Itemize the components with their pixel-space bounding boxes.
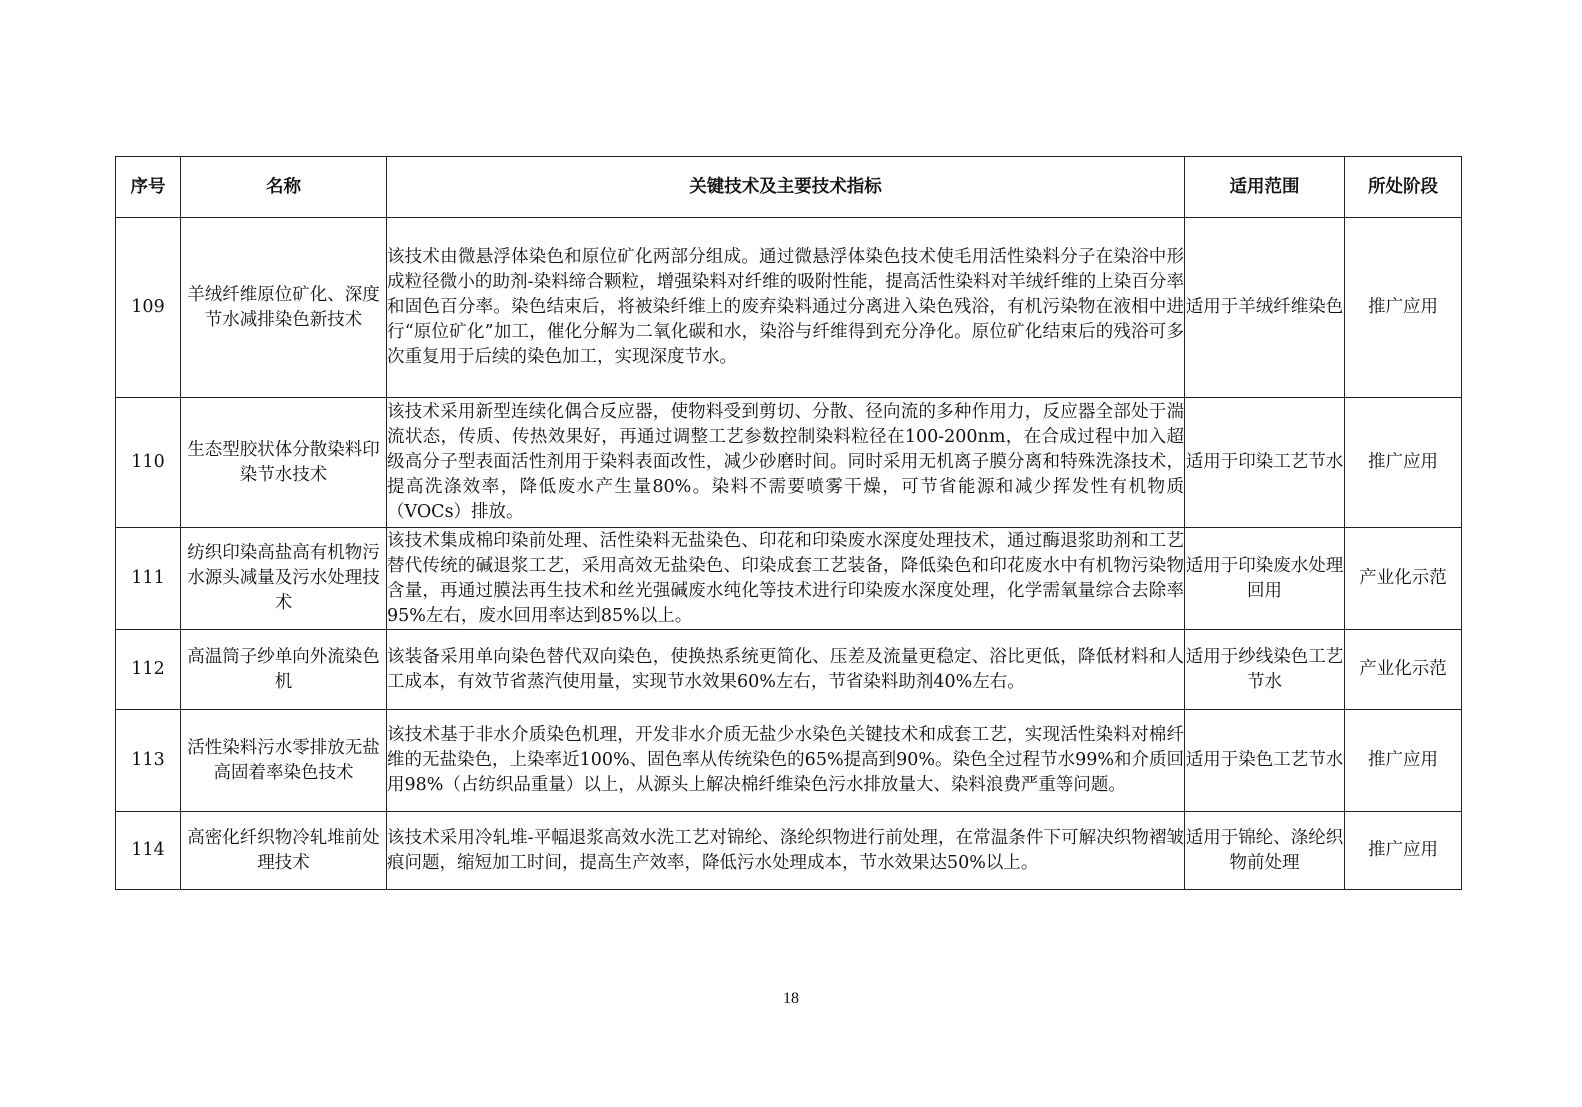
row-stage: 推广应用 <box>1345 710 1462 812</box>
table-row <box>116 398 1462 528</box>
header-serial-number: 序号 <box>116 157 181 218</box>
table-row <box>116 218 1462 398</box>
row-serial-number: 111 <box>116 528 181 630</box>
row-scope: 适用于纱线染色工艺节水 <box>1185 630 1345 710</box>
row-description: 该技术采用新型连续化偶合反应器，使物料受到剪切、分散、径向流的多种作用力，反应器全部处于湍流状态，传质、传热效果好，再通过调整工艺参数控制染料粒径在100-200nm，在合成过程中加入超级高分子型表面活性剂用于染料表面改性，减少砂磨时间。同时采用无机离子膜分离和特殊洗涤技术，提高洗涤效率，降低废水产生量80%。染料不需要喷雾干燥，可节省能源和减少挥发性有机物质（VOCs）排放。 <box>387 398 1185 528</box>
row-stage: 产业化示范 <box>1345 630 1462 710</box>
row-scope: 适用于染色工艺节水 <box>1185 710 1345 812</box>
row-stage: 推广应用 <box>1345 398 1462 528</box>
table-row <box>116 812 1462 890</box>
row-name: 生态型胶状体分散染料印染节水技术 <box>181 398 387 528</box>
row-description: 该装备采用单向染色替代双向染色，使换热系统更简化、压差及流量更稳定、浴比更低，降低材料和人工成本，有效节省蒸汽使用量，实现节水效果60%左右，节省染料助剂40%左右。 <box>387 630 1185 710</box>
row-serial-number: 109 <box>116 218 181 398</box>
technology-table <box>115 156 1462 890</box>
header-key-technology: 关键技术及主要技术指标 <box>387 157 1185 218</box>
header-name: 名称 <box>181 157 387 218</box>
row-scope: 适用于印染工艺节水 <box>1185 398 1345 528</box>
header-stage: 所处阶段 <box>1345 157 1462 218</box>
row-stage: 推广应用 <box>1345 812 1462 890</box>
row-serial-number: 113 <box>116 710 181 812</box>
table-row <box>116 630 1462 710</box>
row-name: 高温筒子纱单向外流染色机 <box>181 630 387 710</box>
row-serial-number: 114 <box>116 812 181 890</box>
header-scope: 适用范围 <box>1185 157 1345 218</box>
row-stage: 推广应用 <box>1345 218 1462 398</box>
table-row <box>116 528 1462 630</box>
table-header-row <box>116 157 1462 218</box>
row-name: 活性染料污水零排放无盐高固着率染色技术 <box>181 710 387 812</box>
row-description: 该技术基于非水介质染色机理，开发非水介质无盐少水染色关键技术和成套工艺，实现活性染料对棉纤维的无盐染色，上染率近100%、固色率从传统染色的65%提高到90%。染色全过程节水99%和介质回用98%（占纺织品重量）以上，从源头上解决棉纤维染色污水排放量大、染料浪费严重等问题。 <box>387 710 1185 812</box>
row-serial-number: 112 <box>116 630 181 710</box>
row-description: 该技术由微悬浮体染色和原位矿化两部分组成。通过微悬浮体染色技术使毛用活性染料分子在染浴中形成粒径微小的助剂-染料缔合颗粒，增强染料对纤维的吸附性能，提高活性染料对羊绒纤维的上染百分率和固色百分率。染色结束后，将被染纤维上的废弃染料通过分离进入染色残浴，有机污染物在液相中进行“原位矿化”加工，催化分解为二氧化碳和水，染浴与纤维得到充分净化。原位矿化结束后的残浴可多次重复用于后续的染色加工，实现深度节水。 <box>387 218 1185 398</box>
row-name: 羊绒纤维原位矿化、深度节水减排染色新技术 <box>181 218 387 398</box>
row-scope: 适用于锦纶、涤纶织物前处理 <box>1185 812 1345 890</box>
row-description: 该技术采用冷轧堆-平幅退浆高效水洗工艺对锦纶、涤纶织物进行前处理，在常温条件下可解决织物褶皱痕问题，缩短加工时间，提高生产效率，降低污水处理成本，节水效果达50%以上。 <box>387 812 1185 890</box>
page-number: 18 <box>783 990 799 1007</box>
row-serial-number: 110 <box>116 398 181 528</box>
row-stage: 产业化示范 <box>1345 528 1462 630</box>
row-description: 该技术集成棉印染前处理、活性染料无盐染色、印花和印染废水深度处理技术，通过酶退浆助剂和工艺替代传统的碱退浆工艺，采用高效无盐染色、印染成套工艺装备，降低染色和印花废水中有机物污染物含量，再通过膜法再生技术和丝光强碱废水纯化等技术进行印染废水深度处理，化学需氧量综合去除率95%左右，废水回用率达到85%以上。 <box>387 528 1185 630</box>
table-row <box>116 710 1462 812</box>
row-scope: 适用于羊绒纤维染色 <box>1185 218 1345 398</box>
row-name: 高密化纤织物冷轧堆前处理技术 <box>181 812 387 890</box>
row-scope: 适用于印染废水处理回用 <box>1185 528 1345 630</box>
row-name: 纺织印染高盐高有机物污水源头减量及污水处理技术 <box>181 528 387 630</box>
